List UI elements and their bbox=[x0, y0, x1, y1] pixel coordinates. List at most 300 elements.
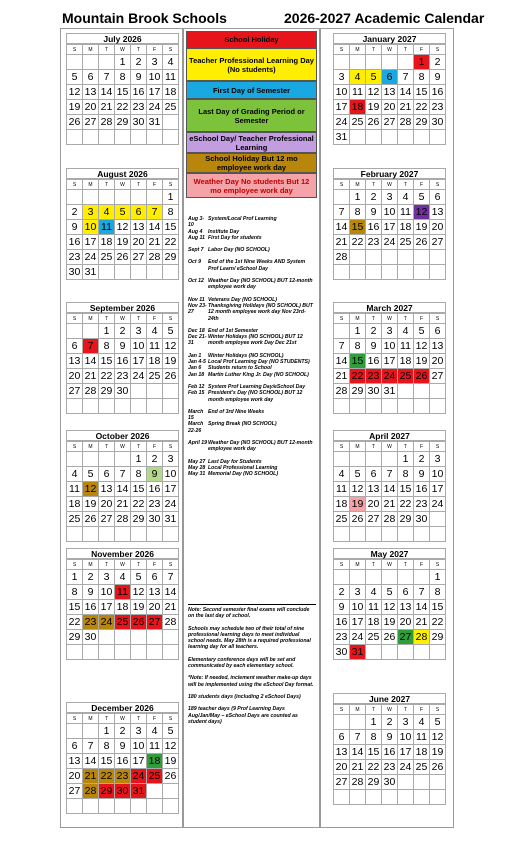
weekday-header: F bbox=[414, 560, 430, 570]
event-text: Veterans Day (NO SCHOOL) bbox=[208, 296, 277, 303]
day-cell bbox=[398, 790, 414, 805]
day-cell: 13 bbox=[366, 482, 382, 497]
day-cell bbox=[115, 630, 131, 645]
day-cell: 16 bbox=[147, 482, 163, 497]
day-cell: 3 bbox=[382, 324, 398, 339]
event-row bbox=[188, 235, 316, 241]
day-cell: 19 bbox=[366, 100, 382, 115]
day-cell: 29 bbox=[67, 630, 83, 645]
day-cell bbox=[414, 384, 430, 399]
weekday-header: T bbox=[366, 180, 382, 190]
day-cell: 4 bbox=[414, 715, 430, 730]
day-cell: 21 bbox=[83, 369, 99, 384]
weekday-header: S bbox=[67, 180, 83, 190]
day-cell: 17 bbox=[131, 754, 147, 769]
day-cell: 13 bbox=[67, 754, 83, 769]
event-row bbox=[188, 440, 316, 453]
month-december-2026 bbox=[66, 702, 179, 814]
event-date: Aug 11 bbox=[188, 234, 205, 241]
day-cell bbox=[115, 645, 131, 660]
day-cell bbox=[163, 784, 179, 799]
day-cell: 4 bbox=[366, 585, 382, 600]
day-cell bbox=[99, 799, 115, 814]
note-paragraph: 189 teacher days (9 Prof Learning Days Aug/Jan/May – eSchool Days are counted as student days) bbox=[188, 706, 298, 725]
day-cell: 25 bbox=[147, 769, 163, 784]
weekday-header: T bbox=[366, 45, 382, 55]
day-cell bbox=[115, 527, 131, 542]
day-cell: 12 bbox=[430, 730, 446, 745]
legend-item: eSchool Day/ Teacher Professional Learning bbox=[186, 132, 317, 153]
day-cell: 30 bbox=[414, 512, 430, 527]
day-cell: 31 bbox=[334, 130, 350, 145]
day-cell: 17 bbox=[83, 235, 99, 250]
legend-item: Teacher Professional Learning Day (No students) bbox=[186, 48, 317, 81]
day-cell bbox=[414, 527, 430, 542]
weekday-header: T bbox=[131, 314, 147, 324]
day-cell: 5 bbox=[131, 570, 147, 585]
day-cell: 18 bbox=[67, 497, 83, 512]
weekday-header: S bbox=[163, 180, 179, 190]
event-row bbox=[188, 334, 316, 347]
weekday-header: M bbox=[83, 560, 99, 570]
day-cell: 9 bbox=[115, 739, 131, 754]
day-cell: 12 bbox=[163, 739, 179, 754]
day-cell bbox=[430, 250, 446, 265]
event-date: Aug 3-10 bbox=[188, 216, 205, 229]
day-cell: 4 bbox=[147, 724, 163, 739]
day-cell: 11 bbox=[147, 339, 163, 354]
day-cell: 7 bbox=[99, 70, 115, 85]
day-cell: 18 bbox=[163, 85, 179, 100]
day-cell: 11 bbox=[163, 70, 179, 85]
day-cell: 14 bbox=[115, 482, 131, 497]
day-cell bbox=[366, 265, 382, 280]
day-cell: 20 bbox=[430, 220, 446, 235]
day-cell: 21 bbox=[382, 497, 398, 512]
day-cell: 30 bbox=[115, 384, 131, 399]
day-cell bbox=[334, 265, 350, 280]
day-cell: 25 bbox=[398, 369, 414, 384]
day-cell: 20 bbox=[334, 760, 350, 775]
day-cell: 27 bbox=[366, 512, 382, 527]
day-cell: 9 bbox=[115, 339, 131, 354]
day-cell bbox=[334, 190, 350, 205]
event-text: End of 1st Semester bbox=[208, 327, 258, 334]
day-cell: 9 bbox=[67, 220, 83, 235]
day-cell: 2 bbox=[414, 452, 430, 467]
notes-divider bbox=[188, 604, 316, 605]
weekday-header: W bbox=[115, 442, 131, 452]
day-cell: 19 bbox=[163, 754, 179, 769]
day-cell: 2 bbox=[382, 715, 398, 730]
day-cell: 26 bbox=[163, 369, 179, 384]
event-text: First Day for students bbox=[208, 234, 262, 241]
weekday-header: M bbox=[350, 705, 366, 715]
day-cell: 29 bbox=[398, 512, 414, 527]
day-cell bbox=[131, 265, 147, 280]
day-cell bbox=[147, 384, 163, 399]
day-cell bbox=[382, 570, 398, 585]
day-cell: 21 bbox=[147, 235, 163, 250]
day-cell: 1 bbox=[398, 452, 414, 467]
day-cell bbox=[366, 399, 382, 414]
weekday-header: T bbox=[366, 560, 382, 570]
day-cell: 19 bbox=[83, 497, 99, 512]
day-cell: 29 bbox=[430, 630, 446, 645]
weekday-header: F bbox=[147, 180, 163, 190]
weekday-header: T bbox=[366, 442, 382, 452]
day-cell bbox=[67, 190, 83, 205]
day-cell: 23 bbox=[67, 250, 83, 265]
day-cell: 25 bbox=[350, 115, 366, 130]
day-cell bbox=[382, 452, 398, 467]
day-cell: 17 bbox=[131, 354, 147, 369]
day-cell: 2 bbox=[147, 452, 163, 467]
weekday-header: W bbox=[382, 442, 398, 452]
day-cell: 4 bbox=[398, 324, 414, 339]
day-cell: 30 bbox=[147, 512, 163, 527]
weekday-header: F bbox=[147, 560, 163, 570]
day-cell bbox=[99, 190, 115, 205]
day-cell bbox=[430, 265, 446, 280]
month-january-2027 bbox=[333, 33, 446, 145]
events-list bbox=[188, 216, 316, 478]
day-cell: 27 bbox=[398, 630, 414, 645]
day-cell bbox=[366, 790, 382, 805]
day-cell: 19 bbox=[131, 600, 147, 615]
day-cell: 24 bbox=[334, 115, 350, 130]
day-cell: 14 bbox=[350, 745, 366, 760]
day-cell: 14 bbox=[334, 354, 350, 369]
month-title: July 2026 bbox=[66, 33, 179, 44]
day-cell bbox=[366, 527, 382, 542]
day-cell bbox=[350, 527, 366, 542]
day-cell: 22 bbox=[99, 769, 115, 784]
day-cell: 6 bbox=[147, 570, 163, 585]
day-cell: 5 bbox=[414, 190, 430, 205]
day-cell: 31 bbox=[163, 512, 179, 527]
day-cell bbox=[147, 130, 163, 145]
day-cell: 5 bbox=[366, 70, 382, 85]
day-cell: 29 bbox=[414, 115, 430, 130]
month-grid bbox=[66, 559, 179, 660]
month-title: November 2026 bbox=[66, 548, 179, 559]
day-cell: 7 bbox=[350, 730, 366, 745]
day-cell: 15 bbox=[99, 354, 115, 369]
day-cell: 28 bbox=[83, 784, 99, 799]
day-cell: 1 bbox=[163, 190, 179, 205]
weekday-header: T bbox=[398, 314, 414, 324]
day-cell: 2 bbox=[115, 724, 131, 739]
day-cell: 6 bbox=[430, 324, 446, 339]
day-cell: 29 bbox=[115, 115, 131, 130]
day-cell bbox=[350, 265, 366, 280]
day-cell: 23 bbox=[147, 497, 163, 512]
day-cell: 22 bbox=[398, 497, 414, 512]
day-cell: 10 bbox=[382, 339, 398, 354]
day-cell: 14 bbox=[398, 85, 414, 100]
day-cell: 2 bbox=[115, 324, 131, 339]
weekday-header: S bbox=[67, 560, 83, 570]
weekday-header: S bbox=[67, 314, 83, 324]
day-cell: 17 bbox=[430, 482, 446, 497]
month-grid bbox=[333, 559, 446, 660]
day-cell bbox=[67, 324, 83, 339]
month-june-2027 bbox=[333, 693, 446, 805]
day-cell: 28 bbox=[115, 512, 131, 527]
day-cell: 16 bbox=[366, 354, 382, 369]
day-cell: 27 bbox=[430, 235, 446, 250]
note-paragraph: *Note: If needed, inclement weather make-up days will be implemented using the eSchool Day format. bbox=[188, 675, 314, 688]
day-cell: 3 bbox=[83, 205, 99, 220]
day-cell: 10 bbox=[147, 70, 163, 85]
day-cell bbox=[334, 452, 350, 467]
day-cell bbox=[398, 645, 414, 660]
day-cell: 10 bbox=[430, 467, 446, 482]
day-cell: 21 bbox=[414, 615, 430, 630]
day-cell: 6 bbox=[366, 467, 382, 482]
day-cell bbox=[115, 799, 131, 814]
day-cell: 30 bbox=[334, 645, 350, 660]
event-row bbox=[188, 216, 316, 229]
day-cell: 20 bbox=[67, 769, 83, 784]
day-cell: 23 bbox=[430, 100, 446, 115]
event-date: Dec 21-31 bbox=[188, 334, 207, 347]
day-cell bbox=[67, 724, 83, 739]
weekday-header: F bbox=[414, 705, 430, 715]
day-cell: 20 bbox=[67, 369, 83, 384]
event-text: Thanksgiving Holidays (NO SCHOOL) BUT 12 month employee work day Nov 23rd-24th bbox=[208, 302, 313, 322]
day-cell: 18 bbox=[115, 600, 131, 615]
event-date: May 27 bbox=[188, 458, 206, 465]
day-cell: 23 bbox=[83, 615, 99, 630]
weekday-header: M bbox=[83, 442, 99, 452]
weekday-header: S bbox=[430, 705, 446, 715]
weekday-header: F bbox=[147, 314, 163, 324]
day-cell bbox=[350, 452, 366, 467]
day-cell: 4 bbox=[99, 205, 115, 220]
day-cell bbox=[67, 799, 83, 814]
event-text: Local Professional Learning bbox=[208, 464, 278, 471]
day-cell bbox=[414, 130, 430, 145]
day-cell: 25 bbox=[414, 760, 430, 775]
weekday-header: S bbox=[430, 45, 446, 55]
month-grid bbox=[66, 441, 179, 542]
day-cell: 27 bbox=[99, 512, 115, 527]
day-cell bbox=[350, 130, 366, 145]
day-cell: 16 bbox=[67, 235, 83, 250]
day-cell: 28 bbox=[350, 775, 366, 790]
event-date: Jan 1 bbox=[188, 352, 202, 359]
day-cell: 5 bbox=[163, 324, 179, 339]
event-date: Oct 12 bbox=[188, 278, 204, 285]
day-cell: 29 bbox=[131, 512, 147, 527]
month-grid bbox=[66, 44, 179, 145]
day-cell bbox=[382, 250, 398, 265]
day-cell bbox=[366, 570, 382, 585]
weekday-header: W bbox=[115, 45, 131, 55]
day-cell: 11 bbox=[99, 220, 115, 235]
day-cell bbox=[131, 399, 147, 414]
day-cell bbox=[350, 55, 366, 70]
weekday-header: T bbox=[131, 560, 147, 570]
day-cell bbox=[430, 527, 446, 542]
day-cell: 13 bbox=[382, 85, 398, 100]
day-cell bbox=[99, 452, 115, 467]
day-cell: 12 bbox=[366, 85, 382, 100]
day-cell: 4 bbox=[334, 467, 350, 482]
day-cell bbox=[147, 399, 163, 414]
day-cell: 16 bbox=[366, 220, 382, 235]
day-cell: 20 bbox=[83, 100, 99, 115]
day-cell bbox=[398, 265, 414, 280]
day-cell: 7 bbox=[163, 570, 179, 585]
month-grid bbox=[66, 313, 179, 414]
day-cell: 22 bbox=[414, 100, 430, 115]
weekday-header: T bbox=[398, 180, 414, 190]
day-cell: 22 bbox=[115, 100, 131, 115]
day-cell: 7 bbox=[115, 467, 131, 482]
day-cell: 1 bbox=[350, 324, 366, 339]
day-cell: 10 bbox=[131, 739, 147, 754]
month-title: June 2027 bbox=[333, 693, 446, 704]
day-cell: 31 bbox=[147, 115, 163, 130]
day-cell: 20 bbox=[99, 497, 115, 512]
day-cell: 9 bbox=[366, 205, 382, 220]
day-cell: 6 bbox=[382, 70, 398, 85]
day-cell: 5 bbox=[350, 467, 366, 482]
day-cell: 12 bbox=[382, 600, 398, 615]
day-cell: 30 bbox=[83, 630, 99, 645]
day-cell bbox=[67, 130, 83, 145]
day-cell: 22 bbox=[163, 235, 179, 250]
day-cell: 28 bbox=[414, 630, 430, 645]
day-cell: 6 bbox=[334, 730, 350, 745]
day-cell: 24 bbox=[350, 630, 366, 645]
day-cell: 3 bbox=[430, 452, 446, 467]
day-cell: 14 bbox=[99, 85, 115, 100]
day-cell: 22 bbox=[350, 369, 366, 384]
month-title: October 2026 bbox=[66, 430, 179, 441]
day-cell: 19 bbox=[414, 220, 430, 235]
event-date: Feb 15 bbox=[188, 390, 205, 397]
day-cell: 18 bbox=[366, 615, 382, 630]
weekday-header: F bbox=[147, 45, 163, 55]
day-cell: 3 bbox=[131, 324, 147, 339]
weekday-header: T bbox=[366, 314, 382, 324]
day-cell: 1 bbox=[99, 724, 115, 739]
event-date: April 19 bbox=[188, 440, 208, 447]
event-text: Memorial Day (NO SCHOOL) bbox=[208, 471, 279, 478]
day-cell: 13 bbox=[398, 600, 414, 615]
day-cell: 28 bbox=[83, 384, 99, 399]
weekday-header: F bbox=[414, 45, 430, 55]
weekday-header: M bbox=[350, 180, 366, 190]
day-cell: 16 bbox=[83, 600, 99, 615]
day-cell: 11 bbox=[366, 600, 382, 615]
day-cell: 28 bbox=[334, 384, 350, 399]
event-text: Weather Day (NO SCHOOL) BUT 12-month employee work day bbox=[208, 278, 313, 291]
day-cell: 6 bbox=[83, 70, 99, 85]
day-cell bbox=[398, 570, 414, 585]
day-cell: 12 bbox=[414, 205, 430, 220]
day-cell: 7 bbox=[83, 339, 99, 354]
day-cell: 9 bbox=[147, 467, 163, 482]
day-cell: 2 bbox=[366, 324, 382, 339]
day-cell bbox=[163, 399, 179, 414]
event-row bbox=[188, 409, 316, 422]
day-cell bbox=[350, 715, 366, 730]
note-paragraph: Note: Second semester final exams will conclude on the last day of school. bbox=[188, 607, 310, 620]
day-cell: 16 bbox=[115, 354, 131, 369]
day-cell bbox=[163, 130, 179, 145]
day-cell: 24 bbox=[382, 369, 398, 384]
day-cell: 15 bbox=[115, 85, 131, 100]
day-cell: 11 bbox=[398, 205, 414, 220]
day-cell: 19 bbox=[163, 354, 179, 369]
day-cell: 15 bbox=[414, 85, 430, 100]
weekday-header: S bbox=[163, 560, 179, 570]
day-cell: 8 bbox=[99, 739, 115, 754]
day-cell: 31 bbox=[350, 645, 366, 660]
day-cell bbox=[83, 324, 99, 339]
day-cell: 20 bbox=[382, 100, 398, 115]
day-cell bbox=[382, 399, 398, 414]
day-cell: 18 bbox=[398, 354, 414, 369]
weekday-header: S bbox=[163, 314, 179, 324]
day-cell: 28 bbox=[163, 615, 179, 630]
day-cell: 5 bbox=[115, 205, 131, 220]
weekday-header: T bbox=[99, 442, 115, 452]
day-cell bbox=[99, 527, 115, 542]
day-cell: 20 bbox=[430, 354, 446, 369]
day-cell: 16 bbox=[430, 85, 446, 100]
day-cell bbox=[414, 265, 430, 280]
day-cell: 13 bbox=[99, 482, 115, 497]
day-cell: 27 bbox=[430, 369, 446, 384]
day-cell bbox=[147, 190, 163, 205]
day-cell: 25 bbox=[115, 615, 131, 630]
day-cell: 11 bbox=[147, 739, 163, 754]
event-text: Students return to School bbox=[208, 365, 272, 372]
weekday-header: S bbox=[430, 560, 446, 570]
month-grid bbox=[333, 313, 446, 414]
day-cell: 6 bbox=[430, 190, 446, 205]
day-cell: 9 bbox=[382, 730, 398, 745]
day-cell: 2 bbox=[430, 55, 446, 70]
day-cell bbox=[67, 452, 83, 467]
day-cell bbox=[115, 399, 131, 414]
day-cell bbox=[163, 630, 179, 645]
day-cell: 21 bbox=[350, 760, 366, 775]
day-cell: 25 bbox=[398, 235, 414, 250]
event-text: Winter Holidays (NO SCHOOL) bbox=[208, 352, 284, 359]
day-cell bbox=[414, 399, 430, 414]
day-cell: 15 bbox=[366, 745, 382, 760]
day-cell: 14 bbox=[83, 754, 99, 769]
day-cell: 9 bbox=[366, 339, 382, 354]
month-title: March 2027 bbox=[333, 302, 446, 313]
day-cell: 2 bbox=[366, 190, 382, 205]
day-cell bbox=[67, 55, 83, 70]
weekday-header: T bbox=[398, 442, 414, 452]
day-cell: 25 bbox=[67, 512, 83, 527]
day-cell bbox=[131, 130, 147, 145]
day-cell: 25 bbox=[334, 512, 350, 527]
day-cell: 19 bbox=[430, 745, 446, 760]
day-cell: 30 bbox=[67, 265, 83, 280]
legend-item: First Day of Semester bbox=[186, 81, 317, 99]
